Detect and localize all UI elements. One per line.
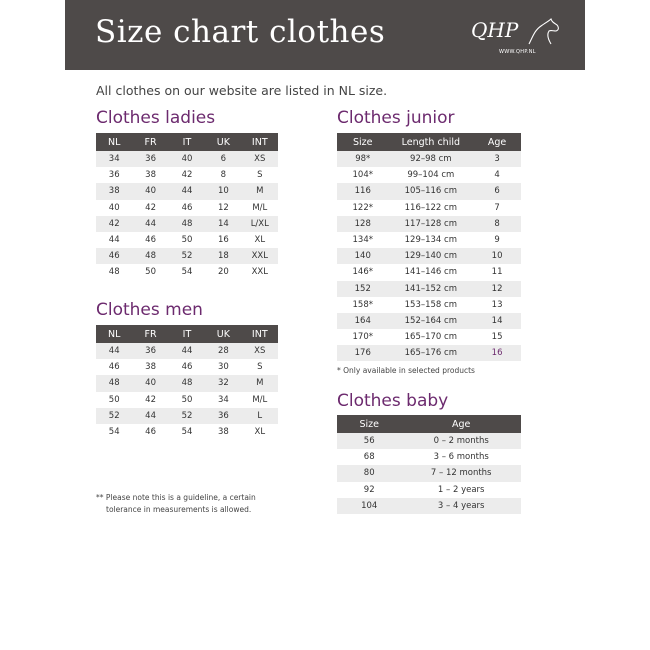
ladies-table-cell: M xyxy=(242,183,278,199)
ladies-table-row xyxy=(96,248,278,264)
junior-table-cell: 141–146 cm xyxy=(389,264,474,280)
ladies-column-header: FR xyxy=(132,133,168,151)
men-table-cell: 50 xyxy=(169,392,205,408)
baby-size-table xyxy=(337,415,521,514)
junior-table-cell: 6 xyxy=(473,183,521,199)
junior-table-cell: 104* xyxy=(337,167,389,183)
ladies-table-cell: 40 xyxy=(96,200,132,216)
ladies-table-cell: M/L xyxy=(242,200,278,216)
junior-table-cell: 152 xyxy=(337,281,389,297)
ladies-column-header: NL xyxy=(96,133,132,151)
junior-table-row xyxy=(337,200,521,216)
junior-table-cell: 116 xyxy=(337,183,389,199)
junior-table-cell: 116–122 cm xyxy=(389,200,474,216)
baby-table-cell: 68 xyxy=(337,449,401,465)
disclaimer xyxy=(96,492,296,516)
men-column-header: UK xyxy=(205,325,241,343)
junior-table-cell: 129–134 cm xyxy=(389,232,474,248)
men-table-row xyxy=(96,424,278,440)
junior-table-cell: 117–128 cm xyxy=(389,216,474,232)
disclaimer-line-2: tolerance in measurements is allowed. xyxy=(106,505,252,514)
junior-table-cell: 99–104 cm xyxy=(389,167,474,183)
men-table-row xyxy=(96,343,278,359)
ladies-table-cell: XS xyxy=(242,151,278,167)
baby-table-row xyxy=(337,465,521,481)
ladies-title: Clothes ladies xyxy=(96,108,216,128)
junior-table-cell: 14 xyxy=(473,313,521,329)
junior-table-cell: 129–140 cm xyxy=(389,248,474,264)
page-title: Size chart clothes xyxy=(95,14,386,50)
ladies-table-cell: 54 xyxy=(169,264,205,280)
ladies-table-cell: 34 xyxy=(96,151,132,167)
ladies-table-cell: XXL xyxy=(242,264,278,280)
baby-table-cell: 7 – 12 months xyxy=(401,465,521,481)
junior-table-cell: 8 xyxy=(473,216,521,232)
junior-table-cell: 16 xyxy=(473,345,521,361)
ladies-column-header: UK xyxy=(205,133,241,151)
junior-table-cell: 146* xyxy=(337,264,389,280)
junior-table-row xyxy=(337,329,521,345)
men-table-cell: 46 xyxy=(96,359,132,375)
ladies-table-cell: 38 xyxy=(96,183,132,199)
ladies-table-row xyxy=(96,183,278,199)
ladies-table-cell: 40 xyxy=(132,183,168,199)
men-table-cell: 36 xyxy=(132,343,168,359)
ladies-table-row xyxy=(96,264,278,280)
junior-table-row xyxy=(337,167,521,183)
men-table-cell: 32 xyxy=(205,375,241,391)
ladies-column-header: INT xyxy=(242,133,278,151)
baby-table-cell: 3 – 4 years xyxy=(401,498,521,514)
baby-table-row xyxy=(337,482,521,498)
men-column-header: IT xyxy=(169,325,205,343)
baby-table-cell: 80 xyxy=(337,465,401,481)
men-table-cell: 52 xyxy=(96,408,132,424)
men-table-cell: 42 xyxy=(132,392,168,408)
junior-table-cell: 105–116 cm xyxy=(389,183,474,199)
baby-table-cell: 3 – 6 months xyxy=(401,449,521,465)
men-table-cell: 50 xyxy=(96,392,132,408)
junior-table-row xyxy=(337,216,521,232)
logo-text: QHP xyxy=(471,18,519,42)
men-table-cell: 52 xyxy=(169,408,205,424)
ladies-table-row xyxy=(96,151,278,167)
horse-head-icon xyxy=(527,18,561,48)
ladies-column-header: IT xyxy=(169,133,205,151)
junior-table-cell: 10 xyxy=(473,248,521,264)
junior-table-cell: 98* xyxy=(337,151,389,167)
ladies-table-cell: 38 xyxy=(132,167,168,183)
junior-table-cell: 7 xyxy=(473,200,521,216)
baby-table-row xyxy=(337,498,521,514)
ladies-table-cell: 44 xyxy=(169,183,205,199)
men-table-cell: M/L xyxy=(242,392,278,408)
ladies-table-cell: 44 xyxy=(96,232,132,248)
junior-table-cell: 12 xyxy=(473,281,521,297)
ladies-table-cell: 14 xyxy=(205,216,241,232)
men-size-table xyxy=(96,325,278,440)
junior-table-row xyxy=(337,345,521,361)
baby-table-row xyxy=(337,433,521,449)
men-table-row xyxy=(96,392,278,408)
men-table-row xyxy=(96,375,278,391)
men-table-cell: 46 xyxy=(132,424,168,440)
men-table-cell: 48 xyxy=(169,375,205,391)
logo-url: WWW.QHP.NL xyxy=(499,49,536,55)
junior-table-cell: 9 xyxy=(473,232,521,248)
ladies-table-cell: XL xyxy=(242,232,278,248)
ladies-table-cell: 12 xyxy=(205,200,241,216)
men-table-cell: 30 xyxy=(205,359,241,375)
men-table-cell: 46 xyxy=(169,359,205,375)
junior-table-cell: 4 xyxy=(473,167,521,183)
men-table-cell: 36 xyxy=(205,408,241,424)
junior-table-cell: 11 xyxy=(473,264,521,280)
baby-table-row xyxy=(337,449,521,465)
junior-table-cell: 153–158 cm xyxy=(389,297,474,313)
baby-column-header: Age xyxy=(401,415,521,433)
junior-table-cell: 164 xyxy=(337,313,389,329)
junior-table-row xyxy=(337,151,521,167)
ladies-table-cell: L/XL xyxy=(242,216,278,232)
junior-title: Clothes junior xyxy=(337,108,455,128)
junior-table-cell: 13 xyxy=(473,297,521,313)
ladies-table-cell: 10 xyxy=(205,183,241,199)
ladies-table-cell: 20 xyxy=(205,264,241,280)
men-table-cell: 54 xyxy=(169,424,205,440)
junior-table-cell: 122* xyxy=(337,200,389,216)
disclaimer-line-1: ** Please note this is a guideline, a certain xyxy=(96,493,256,502)
ladies-table-cell: 44 xyxy=(132,216,168,232)
junior-column-header: Age xyxy=(473,133,521,151)
ladies-table-cell: 48 xyxy=(132,248,168,264)
junior-table-cell: 152–164 cm xyxy=(389,313,474,329)
men-table-row xyxy=(96,408,278,424)
ladies-table-cell: 8 xyxy=(205,167,241,183)
header-banner xyxy=(65,0,585,70)
intro-text: All clothes on our website are listed in NL size. xyxy=(96,83,388,98)
men-table-cell: XS xyxy=(242,343,278,359)
ladies-table-cell: 50 xyxy=(132,264,168,280)
baby-table-cell: 1 – 2 years xyxy=(401,482,521,498)
baby-table-cell: 0 – 2 months xyxy=(401,433,521,449)
men-table-cell: 38 xyxy=(132,359,168,375)
junior-table-cell: 128 xyxy=(337,216,389,232)
ladies-table-cell: 16 xyxy=(205,232,241,248)
junior-table-row xyxy=(337,183,521,199)
junior-table-cell: 165–176 cm xyxy=(389,345,474,361)
ladies-size-table xyxy=(96,133,278,281)
ladies-table-cell: 50 xyxy=(169,232,205,248)
junior-table-cell: 92–98 cm xyxy=(389,151,474,167)
men-table-cell: 38 xyxy=(205,424,241,440)
men-column-header: NL xyxy=(96,325,132,343)
men-table-cell: 28 xyxy=(205,343,241,359)
men-table-row xyxy=(96,359,278,375)
men-table-cell: L xyxy=(242,408,278,424)
junior-footnote: * Only available in selected products xyxy=(337,366,475,375)
junior-table-cell: 176 xyxy=(337,345,389,361)
baby-table-cell: 104 xyxy=(337,498,401,514)
ladies-table-cell: 36 xyxy=(96,167,132,183)
junior-table-row xyxy=(337,248,521,264)
men-table-cell: 44 xyxy=(169,343,205,359)
junior-table-cell: 158* xyxy=(337,297,389,313)
ladies-table-row xyxy=(96,167,278,183)
ladies-table-cell: 42 xyxy=(132,200,168,216)
junior-table-cell: 140 xyxy=(337,248,389,264)
junior-column-header: Length child xyxy=(389,133,474,151)
men-table-cell: XL xyxy=(242,424,278,440)
qhp-logo xyxy=(471,18,561,58)
baby-column-header: Size xyxy=(337,415,401,433)
ladies-table-cell: 6 xyxy=(205,151,241,167)
ladies-table-cell: S xyxy=(242,167,278,183)
ladies-table-row xyxy=(96,200,278,216)
ladies-table-cell: 46 xyxy=(169,200,205,216)
junior-table-cell: 165–170 cm xyxy=(389,329,474,345)
ladies-table-cell: 52 xyxy=(169,248,205,264)
ladies-table-cell: 42 xyxy=(169,167,205,183)
junior-table-cell: 141–152 cm xyxy=(389,281,474,297)
junior-table-cell: 15 xyxy=(473,329,521,345)
ladies-table-cell: 46 xyxy=(96,248,132,264)
men-table-cell: M xyxy=(242,375,278,391)
ladies-table-cell: 48 xyxy=(169,216,205,232)
ladies-table-row xyxy=(96,216,278,232)
men-table-cell: 44 xyxy=(96,343,132,359)
junior-column-header: Size xyxy=(337,133,389,151)
ladies-table-cell: 48 xyxy=(96,264,132,280)
men-table-cell: S xyxy=(242,359,278,375)
junior-table-cell: 134* xyxy=(337,232,389,248)
baby-title: Clothes baby xyxy=(337,391,449,411)
ladies-table-cell: XXL xyxy=(242,248,278,264)
ladies-table-cell: 40 xyxy=(169,151,205,167)
men-column-header: FR xyxy=(132,325,168,343)
junior-table-cell: 170* xyxy=(337,329,389,345)
men-table-cell: 44 xyxy=(132,408,168,424)
junior-table-row xyxy=(337,264,521,280)
baby-table-cell: 92 xyxy=(337,482,401,498)
ladies-table-row xyxy=(96,232,278,248)
junior-table-row xyxy=(337,297,521,313)
men-table-cell: 40 xyxy=(132,375,168,391)
junior-size-table xyxy=(337,133,521,361)
junior-table-row xyxy=(337,281,521,297)
ladies-table-cell: 36 xyxy=(132,151,168,167)
men-table-cell: 34 xyxy=(205,392,241,408)
junior-table-row xyxy=(337,232,521,248)
ladies-table-cell: 46 xyxy=(132,232,168,248)
ladies-table-cell: 18 xyxy=(205,248,241,264)
junior-table-cell: 3 xyxy=(473,151,521,167)
ladies-table-cell: 42 xyxy=(96,216,132,232)
baby-table-cell: 56 xyxy=(337,433,401,449)
men-table-cell: 48 xyxy=(96,375,132,391)
men-title: Clothes men xyxy=(96,300,203,320)
men-table-cell: 54 xyxy=(96,424,132,440)
junior-table-row xyxy=(337,313,521,329)
men-column-header: INT xyxy=(242,325,278,343)
